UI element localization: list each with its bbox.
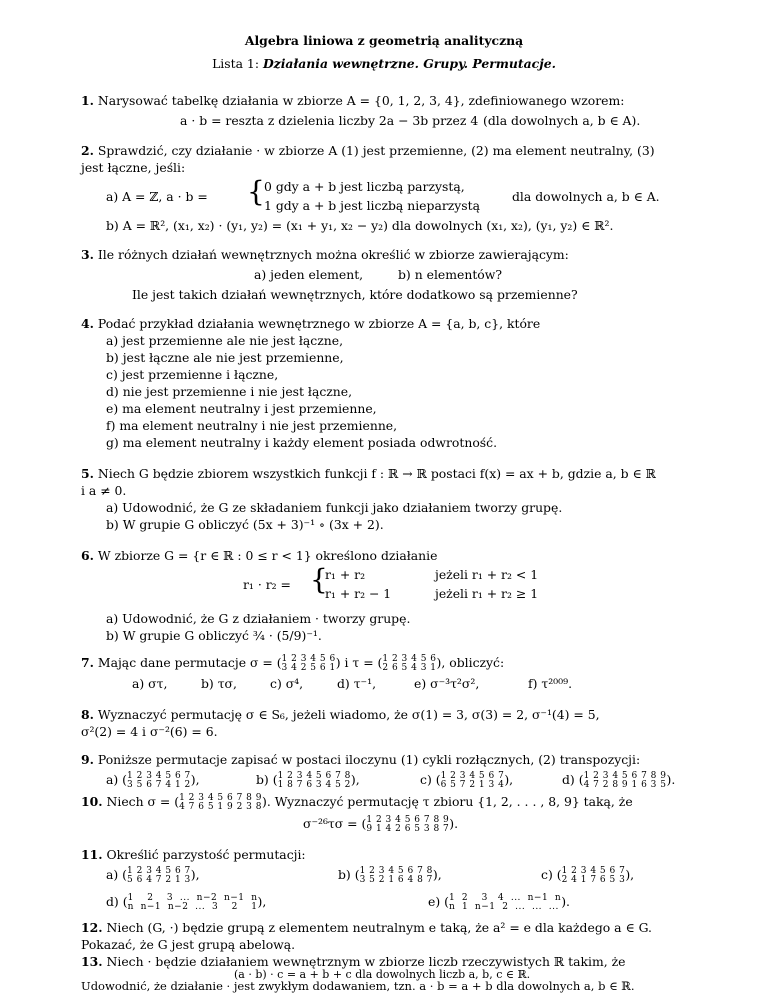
list-item: b) τσ, [201,676,237,691]
problem-text: Niech G będzie zbiorem wszystkich funkcji f : ℝ → ℝ postaci f(x) = ax + b, gdzie a, b ∈ ℝ [97,466,656,481]
perm-item-c: c) ( 1 2 3 4 5 6 7 2 4 1 7 6 5 3 ), [541,865,635,885]
problem-number: 3. [81,247,94,262]
follow-up-question: Ile jest takich działań wewnętrznych, które dodatkowo są przemienne? [132,287,578,302]
list-item: g) ma element neutralny i każdy element posiada odwrotność. [106,435,498,450]
permutation [562,867,626,885]
perm-top: 1 2 3 4 5 6 7 8 9 [179,792,262,803]
perm-top: 1 2 3 4 5 6 7 8 9 [366,814,450,825]
case-2: r₁ + r₂ − 1 [325,586,392,601]
list-item: b) W grupie G obliczyć (5x + 3)⁻¹ ∘ (3x + 2). [106,517,384,532]
option-b: b) n elementów? [398,267,503,282]
item-label: b) [338,867,351,882]
problem-text: Niech (G, ·) będzie grupą z elementem neutralnym e taką, że a² = e dla każdego a ∈ G. [106,920,652,935]
item-label: d) [562,772,575,787]
perm-bottom: 3 4 2 5 6 1 [281,662,336,673]
piecewise-lhs: r₁ · r₂ = [243,577,291,592]
case-a-label: a) A = ℤ, a · b = [106,189,208,204]
perm-bottom: 4 7 2 8 9 1 6 3 5 [583,779,667,790]
list-item: b) jest łączne ale nie jest przemienne, [106,350,344,365]
condition-2: jeżeli r₁ + r₂ ≥ 1 [435,586,539,601]
problem-text-cont: jest łączne, jeśli: [81,160,186,175]
problem-text: Ile różnych działań wewnętrznych można określić w zbiorze zawierającym: [97,247,569,262]
subtitle-prefix: Lista 1: [212,56,263,71]
page-subtitle [0,55,768,72]
perm-top: 1 2 3 4 5 6 7 8 9 [583,770,667,781]
problem-text: Poniższe permutacje zapisać w postaci iloczynu (1) cykli rozłącznych, (2) transpozycji: [97,752,641,767]
perm-bottom: 1 8 7 6 3 4 5 2 [277,779,351,790]
perm-top: 1 2 3 4 5 6 7 [440,770,505,781]
problem-number: 10. [81,794,103,809]
page-title: Algebra liniowa z geometrią analityczną [244,33,524,48]
list-item: f) τ²⁰⁰⁹. [528,676,573,691]
permutation-result [366,816,449,834]
item-label: a) [106,772,119,787]
perm-item-e: e) ( 1 2 3 4 ... n−1 n n 1 n−1 2 ... ... ... ). [428,892,570,912]
list-item: f) ma element neutralny i nie jest przemienne, [106,418,398,433]
item-label: c) [541,867,553,882]
item-label: c) [420,772,432,787]
formula: a · b = reszta z dzielenia liczby 2a − 3b przez 4 [180,113,479,128]
list-item: c) σ⁴, [270,676,304,691]
problem-number: 12. [81,920,103,935]
problem-number: 13. [81,954,103,969]
perm-top: 1 2 3 4 5 6 7 [127,770,191,781]
problem-number: 2. [81,143,94,158]
case-2: 1 gdy a + b jest liczbą nieparzystą [264,198,481,213]
left-brace: { [247,175,265,208]
problem-number: 9. [81,752,94,767]
problem-number: 5. [81,466,94,481]
permutation [449,894,561,912]
list-item: c) jest przemienne i łączne, [106,367,279,382]
perm-bottom: n n−1 n−2 ... 3 2 1 [127,901,258,912]
option-a: a) jeden element, [254,267,364,282]
equation: σ⁻²⁶τσ = ( 1 2 3 4 5 6 7 8 9 9 1 4 2 6 5 3 8 7 ). [303,814,459,834]
perm-item-a: a) ( 1 2 3 4 5 6 7 5 6 4 7 2 1 3 ), [106,865,200,885]
perm-item-b: b) ( 1 2 3 4 5 6 7 8 3 5 2 1 6 4 8 7 ), [338,865,442,885]
formula: (a · b) · c = a + b + c dla dowolnych liczb a, b, c ∈ ℝ. [234,968,531,981]
perm-top: 1 2 3 4 5 6 7 8 [359,865,433,876]
perm-item-a: a) ( 1 2 3 4 5 6 7 3 5 6 7 4 1 2 ), [106,770,200,790]
list-item: a) Udowodnić, że G z działaniem · tworzy grupę. [106,611,411,626]
item-label: a) [106,867,119,882]
permutation [278,772,351,790]
perm-bottom: 6 5 7 2 1 3 4 [440,779,505,790]
equation-end: . [454,816,459,831]
problem-text: W zbiorze G = {r ∈ ℝ : 0 ≤ r < 1} określono działanie [97,548,438,563]
problem-number: 1. [81,93,94,108]
problem-text: Wyznaczyć permutację σ ∈ S₆, jeżeli wiadomo, że σ(1) = 3, σ(3) = 2, σ⁻¹(4) = 5, [97,707,600,722]
perm-bottom: 9 1 4 2 6 5 3 8 7 [366,823,450,834]
permutation [128,894,258,912]
permutation-sigma [179,794,262,812]
perm-top: 1 2 3 4 5 6 [281,653,336,664]
perm-bottom: n 1 n−1 2 ... ... ... [448,901,559,912]
problem-text-cont: Udowodnić, że działanie · jest zwykłym dodawaniem, tzn. a · b = a + b dla dowolnych a, b ∈ ℝ. [81,979,635,993]
permutation [441,772,505,790]
problem-number: 4. [81,316,94,331]
subtitle-topic: Działania wewnętrzne. Grupy. Permutacje. [262,56,556,71]
perm-top: 1 2 3 4 5 6 [382,653,437,664]
conjunction: i τ = [340,655,378,670]
permutation-sigma [282,655,336,673]
problem-text: Narysować tabelkę działania w zbiorze A = {0, 1, 2, 3, 4}, zdefiniowanego wzorem: [97,93,625,108]
case-b: b) A = ℝ², (x₁, x₂) · (y₁, y₂) = (x₁ + y₁, x₂ − y₂) dla dowolnych (x₁, x₂), (y₁, y₂) ∈ ℝ². [106,218,614,233]
problem-text-cont: i a ≠ 0. [81,483,127,498]
perm-top: 1 2 3 4 ... n−1 n [448,892,562,903]
problem-text: Określić parzystość permutacji: [106,847,306,862]
list-item: e) σ⁻³τ²σ², [414,676,480,691]
problem-number: 6. [81,548,94,563]
list-item: a) στ, [132,676,168,691]
problem-text: Niech σ = [106,794,175,809]
perm-bottom: 5 6 4 7 2 1 3 [127,874,191,885]
item-label: d) [106,894,119,909]
document-page: Algebra liniowa z geometrią analityczną Lista 1: Działania wewnętrzne. Grupy. Permutacje. 1. Narysować tabelkę działania w zbiorze A = {0, 1, 2, 3, 4}, zdefiniowanego wzorem: a · b = reszta z dzielenia liczby 2a − 3b przez 4 (dla dowolnych a, b ∈ A). 2. Sprawdzić, czy działanie · w zbiorze A (1) jest przemienne, (2) ma element neutralny, (3) jest łączne, jeśli: a) A = ℤ, a · b = { 0 gdy a + b jest liczbą parzystą, 1 gdy a + b jest liczbą nieparzystą dla dowolnych a, b ∈ A. b) A = ℝ², (x₁, x₂) · (y₁, y₂) = (x₁ + y₁, x₂ − y₂) dla dowolnych (x₁, x₂), (y₁, y₂) ∈ ℝ². 3. Ile różnych działań wewnętrznych można określić w zbiorze zawierającym: a) jeden element, b) n elementów? Ile jest takich działań wewnętrznych, które dodatkowo są przemienne? 4. Podać przykład działania wewnętrznego w zbiorze A = {a, b, c}, które a) jest przemienne ale nie jest łączne, b) jest łączne ale nie jest przemienne, c) jest przemienne i łączne, d) nie jest przemienne i nie jest łączne, e) ma element neutralny i jest przemienne, f) ma element neutralny i nie jest przemienne, g) ma element neutralny i każdy element posiada odwrotność. 5. Niech G będzie zbiorem wszystkich funkcji f : ℝ → ℝ postaci f(x) = ax + b, gdzie a, b ∈ ℝ i a ≠ 0. a) Udowodnić, że G ze składaniem funkcji jako działaniem tworzy grupę. b) W grupie G obliczyć (5x + 3)⁻¹ ∘ (3x + 2). 6. W zbiorze G = {r ∈ ℝ : 0 ≤ r < 1} określono działanie r₁ · r₂ = { r₁ + r₂ jeżeli r₁ + r₂ < 1 r₁ + r₂ − 1 jeżeli r₁ + r₂ ≥ 1 a) Udowodnić, że G z działaniem · tworzy grupę. b) W grupie G obliczyć ¾ · (5/9)⁻¹. 7. Mając dane permutacje σ = ( 1 2 3 4 5 6 3 4 2 5 6 1 ) i τ = ( 1 2 3 4 5 6 2 6 5 4 3 1 ), obliczyć: a) στ, b) τσ, c) σ⁴, d) τ⁻¹, e) σ⁻³τ²σ², f) τ²⁰⁰⁹. 8. Wyznaczyć permutację σ ∈ S₆, jeżeli wiadomo, że σ(1) = 3, σ(3) = 2, σ⁻¹(4) = 5, σ²(2) = 4 i σ⁻²(6) = 6. 9. Poniższe permutacje zapisać w postaci iloczynu (1) cykli rozłącznych, (2) transpozycji: a) ( 1 2 3 4 5 6 7 3 5 6 7 4 1 2 ), b) ( 1 2 3 4 5 6 7 8 1 8 7 6 3 4 5 2 ), c) ( 1 2 3 4 5 6 7 6 5 7 2 1 3 4 ), d) ( 1 2 3 4 5 6 7 8 9 4 7 2 8 9 1 6 3 5 ). 10. Niech σ = ( 1 2 3 4 5 6 7 8 9 4 7 6 5 1 9 2 3 8 ). Wyznaczyć permutację τ zbioru {1, 2, . . . , 8, 9} taką, że σ⁻²⁶τσ = ( 1 2 3 4 5 6 7 8 9 9 1 4 2 6 5 3 8 7 ). 11. Określić parzystość permutacji: a) ( 1 2 3 4 5 6 7 5 6 4 7 2 1 3 ), b) ( 1 2 3 4 5 6 7 8 3 5 2 1 6 4 8 7 ), c) ( 1 2 3 4 5 6 7 2 4 1 7 6 5 3 ), d) ( 1 2 3 ... n−2 n−1 n n n−1 n−2 ... 3 2 1 ), e) ( 1 2 3 4 ... n−1 n n 1 n−1 2 ... ... ... ). 12. Niech (G, ·) będzie grupą z elementem neutralnym e taką, że a² = e dla każdego a ∈ G. Pokazać, że G jest grupą abelową. 13. Niech · będzie działaniem wewnętrznym w zbiorze liczb rzeczywistych ℝ takim, że (a · b) · c = a + b + c dla dowolnych liczb a, b, c ∈ ℝ. Udowodnić, że działanie · jest zwykłym dodawaniem, tzn. a · b = a + b dla dowolnych a, b ∈ ℝ. [0,0,768,994]
condition-1: jeżeli r₁ + r₂ < 1 [435,567,539,582]
problem-number: 11. [81,847,103,862]
list-item: b) W grupie G obliczyć ¾ · (5/9)⁻¹. [106,628,322,643]
perm-bottom: 2 4 1 7 6 5 3 [561,874,626,885]
left-brace: { [310,563,328,596]
problem-text-end: . Wyznaczyć permutację τ zbioru {1, 2, . . . , 8, 9} taką, że [266,794,633,809]
problem-text-end: , obliczyć: [441,655,505,670]
item-label: b) [256,772,269,787]
permutation [360,867,433,885]
perm-bottom: 2 6 5 4 3 1 [382,662,437,673]
perm-top: 1 2 3 4 5 6 7 8 [277,770,351,781]
perm-bottom: 3 5 6 7 4 1 2 [127,779,191,790]
formula-note: (dla dowolnych a, b ∈ A). [483,113,641,128]
permutation [127,772,191,790]
problem-number: 7. [81,655,94,670]
problem-text: Niech · będzie działaniem wewnętrznym w zbiorze liczb rzeczywistych ℝ takim, że [106,954,626,969]
perm-top: 1 2 3 4 5 6 7 [127,865,191,876]
item-label: e) [428,894,441,909]
permutation [127,867,191,885]
perm-item-d: d) ( 1 2 3 4 5 6 7 8 9 4 7 2 8 9 1 6 3 5 ). [562,770,676,790]
list-item: e) ma element neutralny i jest przemienne, [106,401,377,416]
perm-bottom: 3 5 2 1 6 4 8 7 [359,874,433,885]
perm-item-c: c) ( 1 2 3 4 5 6 7 6 5 7 2 1 3 4 ), [420,770,514,790]
perm-top: 1 2 3 4 5 6 7 [561,865,626,876]
perm-top: 1 2 3 ... n−2 n−1 n [127,892,258,903]
problem-text: Mając dane permutacje σ = [97,655,277,670]
case-1: r₁ + r₂ [325,567,366,582]
permutation-tau [382,655,436,673]
problem-text-cont: σ²(2) = 4 i σ⁻²(6) = 6. [81,724,218,739]
problem-text: Sprawdzić, czy działanie · w zbiorze A (1) jest przemienne, (2) ma element neutralny, (3) [97,143,655,158]
problem-text-cont: Pokazać, że G jest grupą abelową. [81,937,296,952]
list-item: a) Udowodnić, że G ze składaniem funkcji jako działaniem tworzy grupę. [106,500,563,515]
list-item: d) τ⁻¹, [337,676,377,691]
list-item: a) jest przemienne ale nie jest łączne, [106,333,344,348]
perm-item-b: b) ( 1 2 3 4 5 6 7 8 1 8 7 6 3 4 5 2 ), [256,770,360,790]
case-1: 0 gdy a + b jest liczbą parzystą, [264,179,465,194]
equation-lhs: σ⁻²⁶τσ = [303,816,362,831]
problem-number: 8. [81,707,94,722]
case-note: dla dowolnych a, b ∈ A. [512,189,660,204]
list-item: d) nie jest przemienne i nie jest łączne, [106,384,353,399]
permutation [584,772,667,790]
perm-item-d: d) ( 1 2 3 ... n−2 n−1 n n n−1 n−2 ... 3 2 1 ), [106,892,267,912]
perm-bottom: 4 7 6 5 1 9 2 3 8 [179,801,262,812]
problem-text: Podać przykład działania wewnętrznego w zbiorze A = {a, b, c}, które [97,316,541,331]
